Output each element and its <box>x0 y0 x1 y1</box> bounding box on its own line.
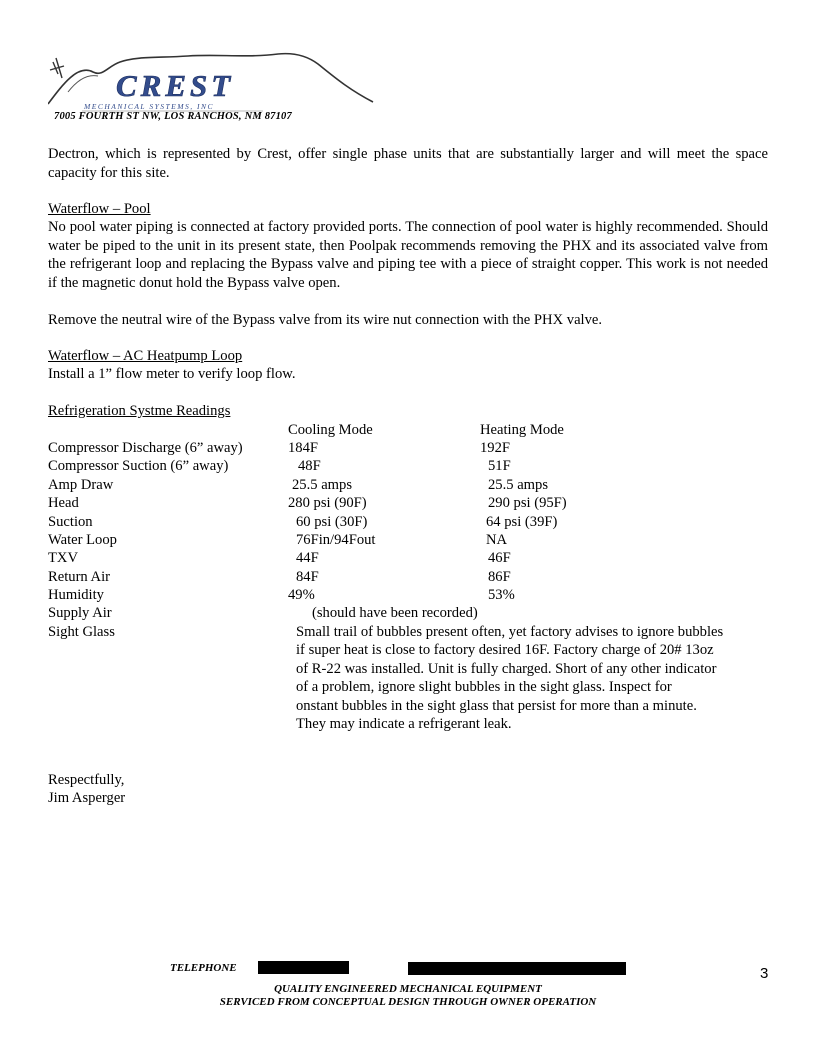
reading-label: Water Loop <box>48 532 117 548</box>
cooling-mode-header: Cooling Mode <box>288 422 373 438</box>
readings-column-headers <box>48 421 768 439</box>
cooling-value: 49% <box>288 587 315 603</box>
heating-value: 192F <box>480 440 511 456</box>
sight-glass-line: of R-22 was installed. Unit is fully charged. Short of any other indicator <box>296 660 717 677</box>
reading-label: Head <box>48 495 79 511</box>
heating-value: 46F <box>488 550 511 566</box>
sight-glass-notes <box>296 623 768 733</box>
redaction-bar <box>258 961 349 974</box>
reading-label: Compressor Suction (6” away) <box>48 458 229 474</box>
waterflow-pool-body: No pool water piping is connected at factory provided ports. The connection of pool water is highly recommended. Should water be piped to the unit in its present state, then Poolpak recommends removing the PHX and its associated valve from the refrigerant loop and replacing the Bypass valve and piping tee with a piece of straight copper. This work is not needed if the magnetic donut hold the Bypass valve open. <box>48 219 768 291</box>
signature-name: Jim Asperger <box>48 790 126 806</box>
reading-label: Compressor Discharge (6” away) <box>48 440 243 456</box>
page-number: 3 <box>760 965 769 982</box>
readings-heading: Refrigeration Systme Readings <box>48 403 231 419</box>
waterflow-ac-body: Install a 1” flow meter to verify loop flow. <box>48 366 296 382</box>
footer-tagline-2: SERVICED FROM CONCEPTUAL DESIGN THROUGH OWNER OPERATION <box>219 996 597 1008</box>
sight-glass-line: if super heat is close to factory desired 16F. Factory charge of 20# 13oz <box>296 642 714 659</box>
table-row <box>48 476 768 494</box>
table-row <box>48 494 768 512</box>
sight-glass-line: of a problem, ignore slight bubbles in the sight glass. Inspect for <box>296 679 672 696</box>
cooling-value: 48F <box>298 458 321 474</box>
table-row <box>48 531 768 549</box>
redaction-bar <box>408 962 626 975</box>
table-row <box>48 439 768 457</box>
sight-glass-line: They may indicate a refrigerant leak. <box>296 716 512 733</box>
reading-label: Sight Glass <box>48 624 115 640</box>
table-row <box>48 568 768 586</box>
intro-paragraph: Dectron, which is represented by Crest, offer single phase units that are substantially larger and will meet the space capacity for this site. <box>48 146 768 181</box>
table-row <box>48 604 768 622</box>
heating-value: 53% <box>488 587 515 603</box>
waterflow-ac-heading: Waterflow – AC Heatpump Loop <box>48 348 243 364</box>
cooling-value: 84F <box>296 569 319 585</box>
waterflow-pool-heading: Waterflow – Pool <box>48 201 151 217</box>
cooling-value: 25.5 amps <box>292 477 352 493</box>
heating-value: 51F <box>488 458 511 474</box>
cooling-value: 76Fin/94Fout <box>296 532 376 548</box>
crest-logo <box>48 44 378 118</box>
cooling-value: 280 psi (90F) <box>288 495 367 511</box>
heating-value: NA <box>486 532 508 548</box>
table-row <box>48 457 768 475</box>
sight-glass-line: Small trail of bubbles present often, yet factory advises to ignore bubbles <box>296 624 724 640</box>
heating-mode-header: Heating Mode <box>480 422 564 438</box>
supply-air-value: (should have been recorded) <box>312 605 478 621</box>
reading-label: Amp Draw <box>48 477 114 493</box>
closing: Respectfully, <box>48 772 125 788</box>
heating-value: 25.5 amps <box>488 477 548 493</box>
table-row <box>48 513 768 531</box>
reading-label: Humidity <box>48 587 104 603</box>
heating-value: 290 psi (95F) <box>488 495 567 511</box>
logo-subtitle: MECHANICAL SYSTEMS, INC <box>84 102 214 111</box>
reading-label: TXV <box>48 550 78 566</box>
cooling-value: 44F <box>296 550 319 566</box>
neutral-wire-note: Remove the neutral wire of the Bypass valve from its wire nut connection with the PHX valve. <box>48 312 603 328</box>
heating-value: 86F <box>488 569 511 585</box>
footer-tagline-1: QUALITY ENGINEERED MECHANICAL EQUIPMENT <box>274 983 542 995</box>
logo-name: CREST <box>116 68 235 103</box>
reading-label: Return Air <box>48 569 111 585</box>
table-row <box>48 586 768 604</box>
telephone-label: TELEPHONE <box>170 962 237 974</box>
reading-label: Suction <box>48 514 93 530</box>
cooling-value: 60 psi (30F) <box>296 514 368 530</box>
cooling-value: 184F <box>288 440 319 456</box>
company-address: 7005 FOURTH ST NW, LOS RANCHOS, NM 87107 <box>54 111 292 122</box>
sight-glass-line: onstant bubbles in the sight glass that persist for more than a minute. <box>296 697 697 714</box>
table-row <box>48 549 768 567</box>
reading-label: Supply Air <box>48 605 112 621</box>
heating-value: 64 psi (39F) <box>486 514 558 530</box>
